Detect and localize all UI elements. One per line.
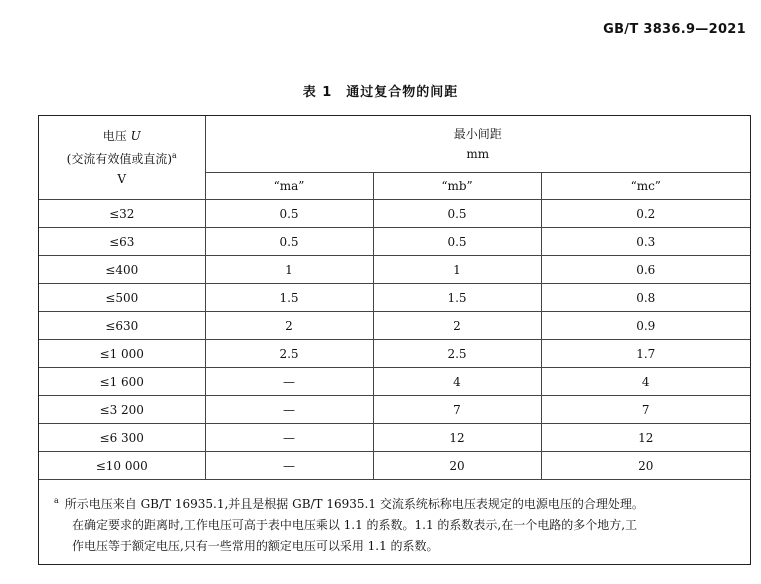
table-row [39, 452, 750, 480]
table-row [39, 200, 750, 228]
ma-cell: — [205, 424, 373, 452]
footnote-line-2: 在确定要求的距离时,工作电压可高于表中电压乘以 1.1 的系数。1.1 的系数表示,在一个电路的多个地方,工 [72, 518, 638, 532]
mb-cell: 12 [373, 424, 541, 452]
spacing-header [205, 116, 750, 173]
table-row [39, 424, 750, 452]
mc-cell: 1.7 [541, 340, 750, 368]
mc-cell: 0.2 [541, 200, 750, 228]
spacing-table [39, 116, 750, 480]
mc-cell: 0.8 [541, 284, 750, 312]
mc-cell: 7 [541, 396, 750, 424]
ma-cell: — [205, 368, 373, 396]
mb-cell: 1 [373, 256, 541, 284]
mc-cell: 20 [541, 452, 750, 480]
ma-cell: — [205, 396, 373, 424]
column-header-mb: “mb” [373, 173, 541, 200]
mc-cell: 12 [541, 424, 750, 452]
voltage-header-prefix: 电压 [102, 129, 127, 143]
voltage-header-type: (交流有效值或直流) [66, 152, 173, 166]
mb-cell: 0.5 [373, 228, 541, 256]
table-title: 表 1 通过复合物的间距 [302, 85, 459, 100]
footnote-line-1 [54, 490, 739, 515]
table-row [39, 396, 750, 424]
table-row [39, 368, 750, 396]
table-row [39, 284, 750, 312]
footnote-reference-marker: a [172, 151, 177, 160]
mc-cell: 4 [541, 368, 750, 396]
column-header-mc: “mc” [541, 173, 750, 200]
column-header-ma: “ma” [205, 173, 373, 200]
voltage-header-line1 [39, 126, 205, 146]
mc-cell: 0.9 [541, 312, 750, 340]
table-row [39, 340, 750, 368]
spacing-header-label: 最小间距 [453, 127, 502, 141]
table-row [39, 228, 750, 256]
table-row [39, 312, 750, 340]
ma-cell: 2.5 [205, 340, 373, 368]
mb-cell: 1.5 [373, 284, 541, 312]
voltage-cell: ≤400 [39, 256, 205, 284]
voltage-header-line2 [39, 146, 205, 169]
mc-cell: 0.3 [541, 228, 750, 256]
mb-cell: 20 [373, 452, 541, 480]
voltage-cell: ≤32 [39, 200, 205, 228]
spacing-header-unit: mm [466, 147, 490, 161]
table-footnote [38, 482, 751, 557]
standard-code: GB/T 3836.9—2021 [603, 22, 746, 37]
mc-cell: 0.6 [541, 256, 750, 284]
voltage-cell: ≤630 [39, 312, 205, 340]
footnote-text-1: 所示电压来自 GB/T 16935.1,并且是根据 GB/T 16935.1 交流系统标称电压表规定的电源电压的合理处理。 [64, 497, 644, 511]
footnote-marker: a [54, 496, 59, 505]
voltage-cell: ≤6 300 [39, 424, 205, 452]
mb-cell: 2 [373, 312, 541, 340]
ma-cell: 2 [205, 312, 373, 340]
ma-cell: 1.5 [205, 284, 373, 312]
ma-cell: — [205, 452, 373, 480]
voltage-cell: ≤500 [39, 284, 205, 312]
voltage-header-unit: V [117, 172, 127, 186]
voltage-cell: ≤1 600 [39, 368, 205, 396]
mb-cell: 4 [373, 368, 541, 396]
mb-cell: 2.5 [373, 340, 541, 368]
voltage-cell: ≤63 [39, 228, 205, 256]
footnote-line-3: 作电压等于额定电压,只有一些常用的额定电压可以采用 1.1 的系数。 [72, 539, 439, 553]
voltage-cell: ≤3 200 [39, 396, 205, 424]
voltage-cell: ≤1 000 [39, 340, 205, 368]
voltage-cell: ≤10 000 [39, 452, 205, 480]
voltage-symbol: U [130, 129, 141, 143]
mb-cell: 7 [373, 396, 541, 424]
mb-cell: 0.5 [373, 200, 541, 228]
table-row [39, 256, 750, 284]
ma-cell: 0.5 [205, 228, 373, 256]
ma-cell: 1 [205, 256, 373, 284]
voltage-header [39, 116, 205, 200]
ma-cell: 0.5 [205, 200, 373, 228]
